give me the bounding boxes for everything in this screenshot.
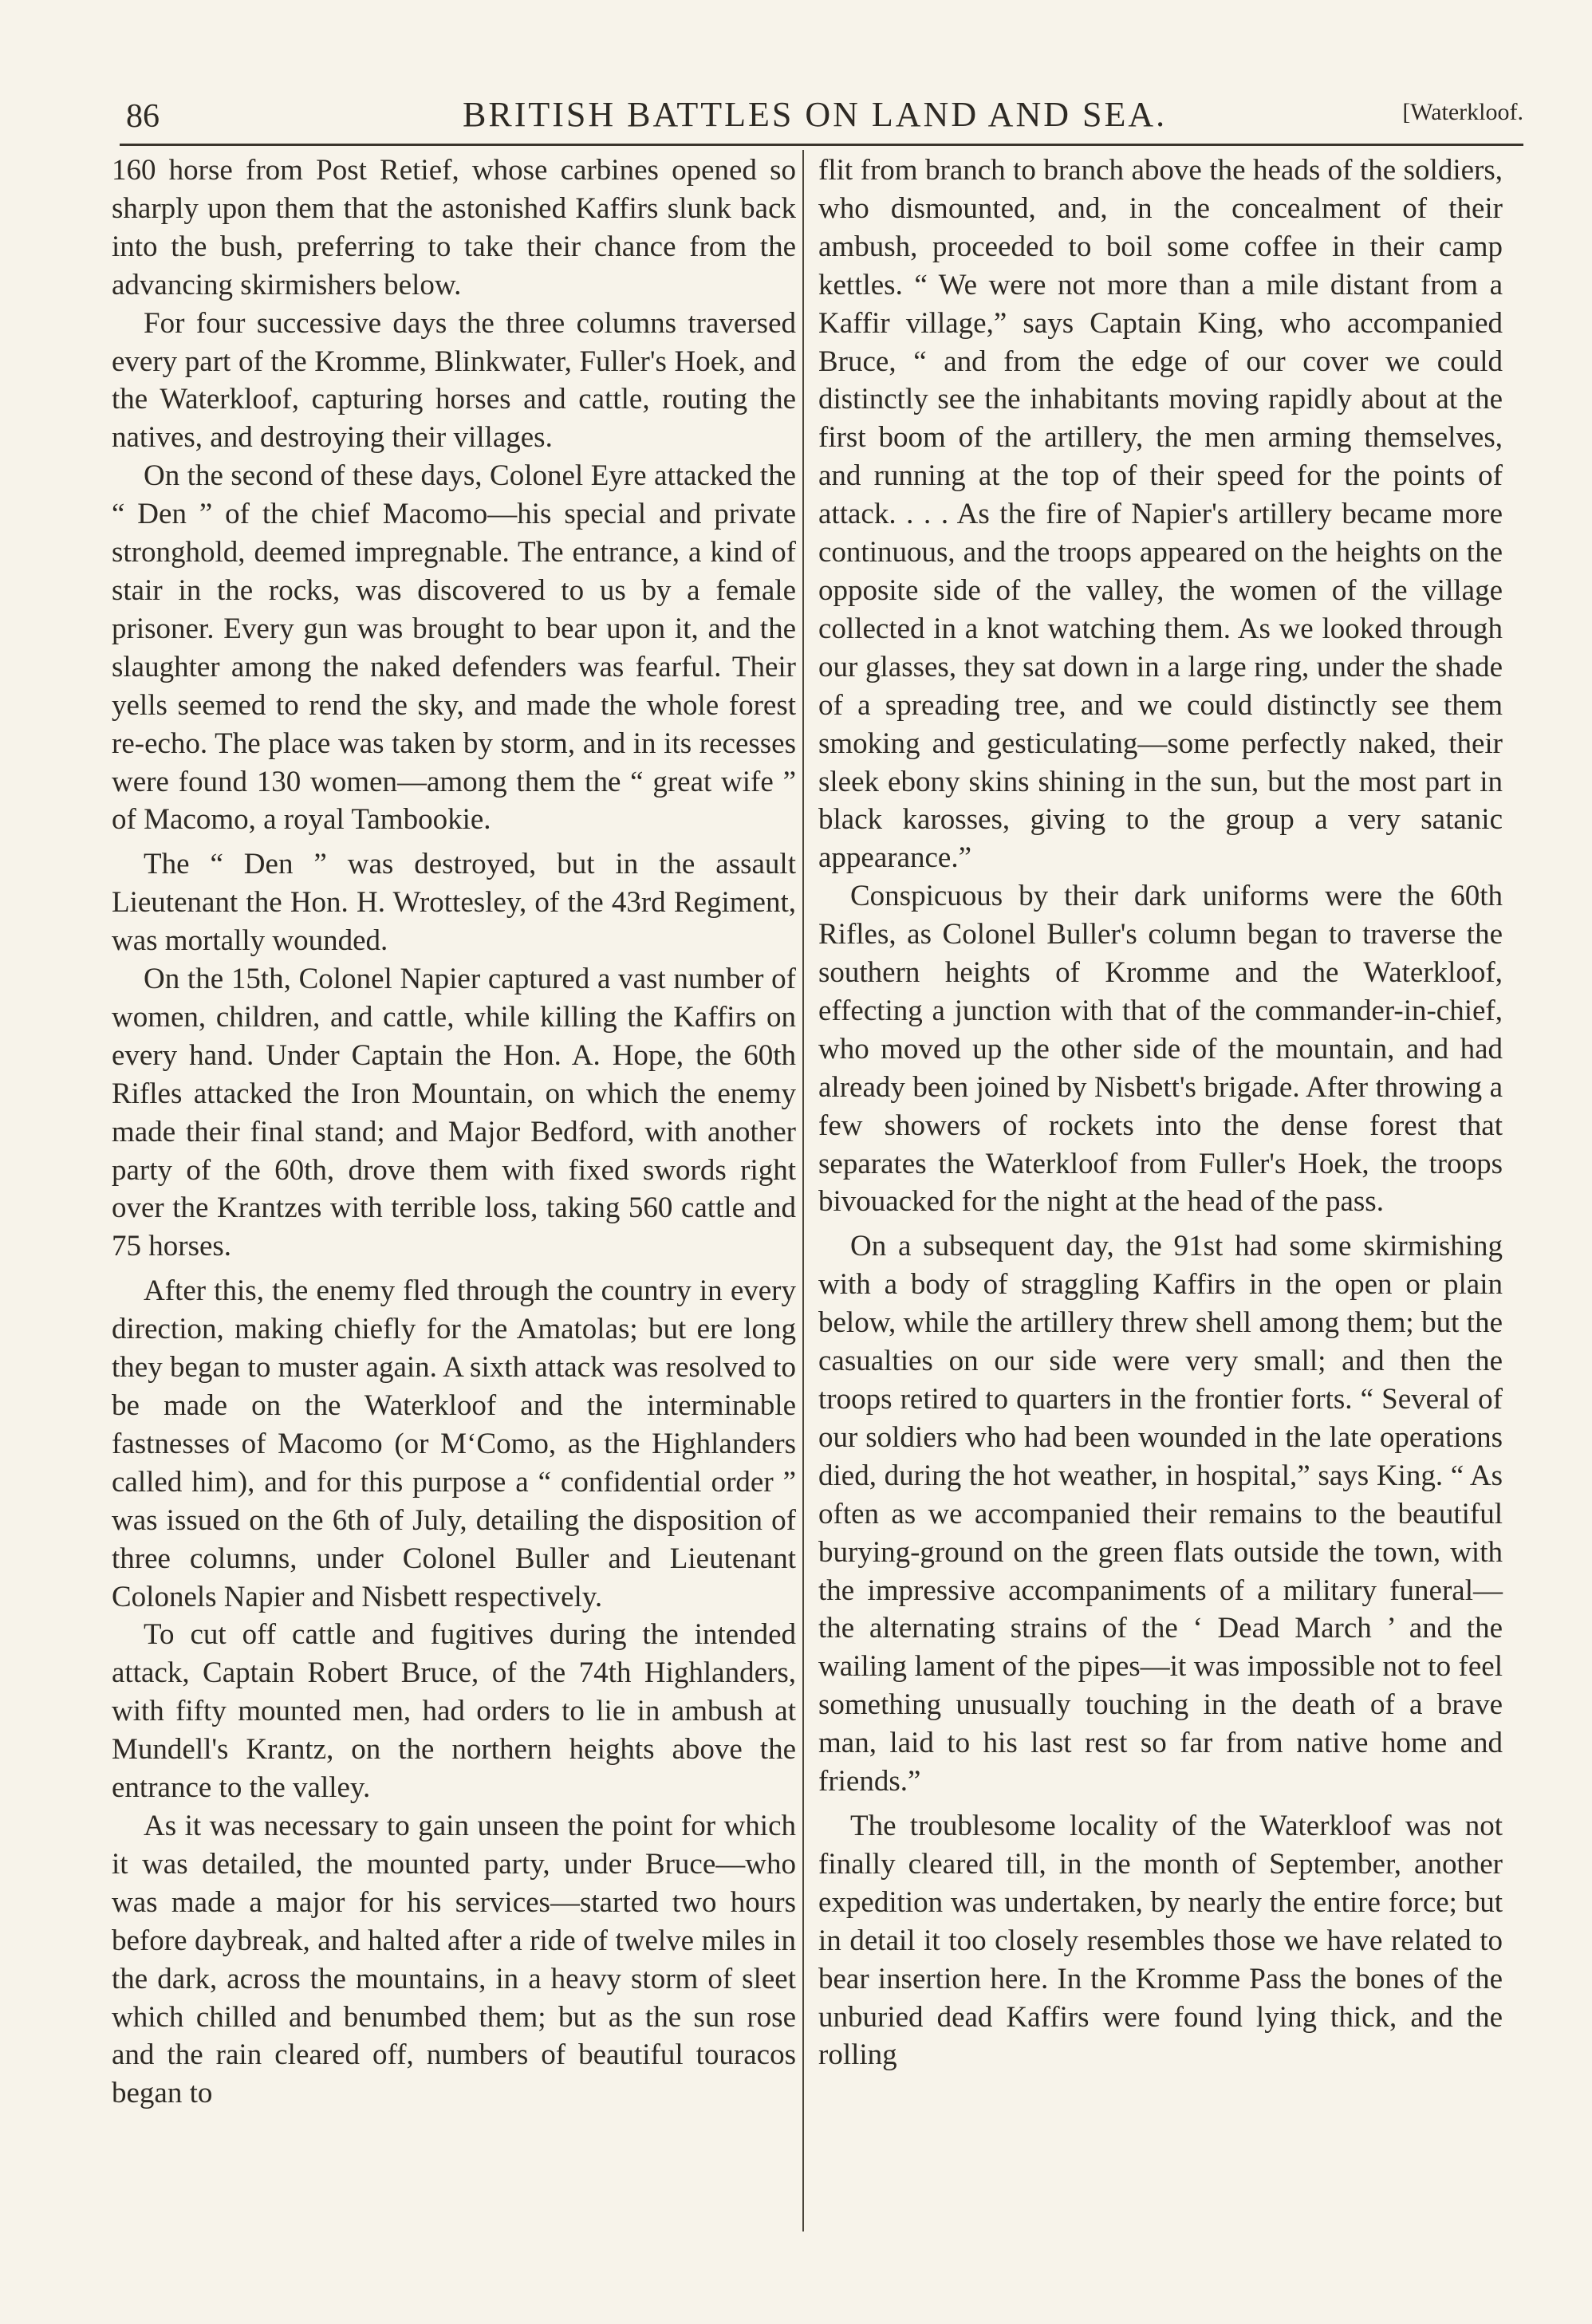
section-tag: [Waterkloof.: [1402, 99, 1523, 125]
left-column: [112, 152, 796, 2113]
paragraph: The troublesome locality of the Waterkloof was not finally cleared till, in the month of September, another expedition was undertaken, by nearly the entire force; but in detail it too closely resembles those we have related to bear insertion here. In the Kromme Pass the bones of the unburied dead Kaffirs were found lying thick, and the rolling: [818, 1809, 1503, 2072]
paragraph: The “ Den ” was destroyed, but in the assault Lieutenant the Hon. H. Wrottesley, of the 43rd Regiment, was mortally wounded.: [112, 848, 796, 958]
paragraph: Conspicuous by their dark uniforms were the 60th Rifles, as Colonel Buller's column began to traverse the southern heights of Kromme and the Waterkloof, effecting a junction with that of the commander-in-chief, who moved up the other side of the mountain, and had already been joined by Nisbett's brigade. After throwing a few showers of rockets into the dense forest that separates the Waterkloof from Fuller's Hoek, the troops bivouacked for the night at the head of the pass.: [818, 880, 1503, 1219]
paragraph: As it was necessary to gain unseen the point for which it was detailed, the mounted party, under Bruce—who was made a major for his services—started two hours before daybreak, and halted after a ride of twelve miles in the dark, across the mountains, in a heavy storm of sleet which chilled and benumbed them; but as the sun rose and the rain cleared off, numbers of beautiful touracos began to: [112, 1809, 796, 2110]
paragraph: 160 horse from Post Retief, whose carbines opened so sharply upon them that the astonished Kaffirs slunk back into the bush, preferring to take their chance from the advancing skirmishers below.: [112, 154, 796, 301]
right-column: [818, 152, 1503, 2074]
paragraph: For four successive days the three columns traversed every part of the Kromme, Blinkwater, Fuller's Hoek, and the Waterkloof, capturing horses and cattle, routing the natives, and destroying their villages.: [112, 306, 796, 455]
page-number: 86: [126, 98, 160, 135]
page-header: [120, 88, 1523, 144]
paragraph: On a subsequent day, the 91st had some skirmishing with a body of straggling Kaffirs in the open or plain below, while the artillery threw shell among them; but the casualties on our side were very small; and then the troops retired to quarters in the frontier forts. “ Several of our soldiers who had been wounded in the late operations died, during the hot weather, in hospital,” says King. “ As often as we accompanied their remains to the beautiful burying-ground on the green flats outside the town, with the impressive accompaniments of a military funeral—the alternating strains of the ‘ Dead March ’ and the wailing lament of the pipes—it was impossible not to feel something unusually touching in the death of a brave man, laid to his last rest so far from native home and friends.”: [818, 1230, 1503, 1798]
paragraph: On the second of these days, Colonel Eyre attacked the “ Den ” of the chief Macomo—his special and private stronghold, deemed impregnable. The entrance, a kind of stair in the rocks, was discovered to us by a female prisoner. Every gun was brought to bear upon it, and the slaughter among the naked defenders was fearful. Their yells seemed to rend the sky, and made the whole forest re-echo. The place was taken by storm, and in its recesses were found 130 women—among them the “ great wife ” of Macomo, a royal Tambookie.: [112, 459, 796, 837]
paragraph: On the 15th, Colonel Napier captured a vast number of women, children, and cattle, while killing the Kaffirs on every hand. Under Captain the Hon. A. Hope, the 60th Rifles attacked the Iron Mountain, on which the enemy made their final stand; and Major Bedford, with another party of the 60th, drove them with fixed swords right over the Krantzes with terrible loss, taking 560 cattle and 75 horses.: [112, 963, 796, 1263]
paragraph: To cut off cattle and fugitives during the intended attack, Captain Robert Bruce, of the 74th Highlanders, with fifty mounted men, had orders to lie in ambush at Mundell's Krantz, on the northern heights above the entrance to the valley.: [112, 1618, 796, 1805]
paragraph: flit from branch to branch above the heads of the soldiers, who dismounted, and, in the concealment of their ambush, proceeded to boil some coffee in their camp kettles. “ We were not more than a mile distant from a Kaffir village,” says Captain King, who accompanied Bruce, “ and from the edge of our cover we could distinctly see the inhabitants moving rapidly about at the first boom of the artillery, the men arming themselves, and running at the top of their speed for the points of attack. . . . As the fire of Napier's artillery became more continuous, and the troops appeared on the heights on the opposite side of the valley, the women of the village collected in a knot watching them. As we looked through our glasses, they sat down in a large ring, under the shade of a spreading tree, and we could distinctly see them smoking and gesticulating—some perfectly naked, their sleek ebony skins shining in the sun, but the most part in black karosses, giving to the group a very satanic appearance.”: [818, 154, 1503, 875]
header-rule: [120, 144, 1523, 146]
running-title: BRITISH BATTLES ON LAND AND SEA.: [463, 95, 1168, 134]
paragraph: After this, the enemy fled through the country in every direction, making chiefly for the Amatolas; but ere long they began to muster again. A sixth attack was resolved to be made on the Waterkloof and the interminable fastnesses of Macomo (or M‘Como, as the Highlanders called him), and for this purpose a “ confidential order ” was issued on the 6th of July, detailing the disposition of three columns, under Colonel Buller and Lieutenant Colonels Napier and Nisbett respectively.: [112, 1274, 796, 1613]
column-divider: [802, 150, 804, 2231]
